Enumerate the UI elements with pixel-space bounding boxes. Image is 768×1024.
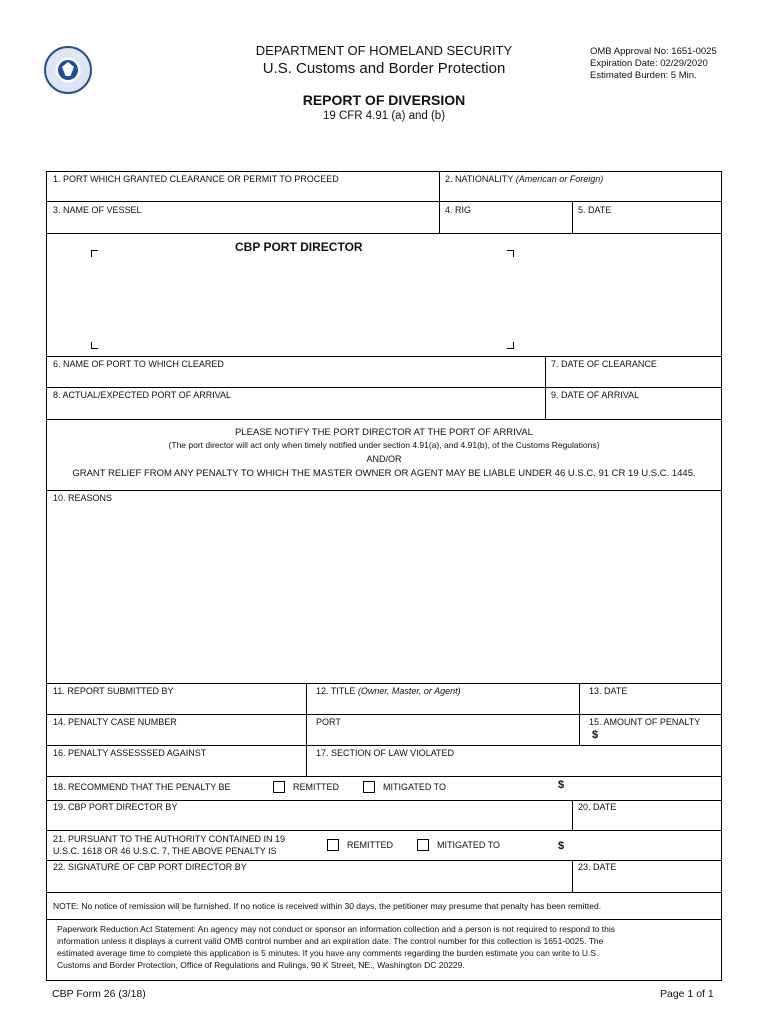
- form-number: CBP Form 26 (3/18): [52, 988, 146, 1000]
- field-20-label: 20. DATE: [578, 802, 617, 812]
- field-12-hint: (Owner, Master, or Agent): [357, 686, 461, 696]
- field-11-label: 11. REPORT SUBMITTED BY: [53, 686, 174, 696]
- field-21-label-line-1: 21. PURSUANT TO THE AUTHORITY CONTAINED IN 19: [53, 834, 286, 844]
- field-13-label: 13. DATE: [589, 686, 628, 696]
- field-8-label: 8. ACTUAL/EXPECTED PORT OF ARRIVAL: [53, 390, 232, 400]
- paperwork-line-2: information unless it displays a current valid OMB control number and an expiration date. The control number for this collection is 1651-0025. The: [57, 936, 604, 946]
- field-2-text: 2. NATIONALITY: [445, 174, 514, 184]
- field-6-label: 6. NAME OF PORT TO WHICH CLEARED: [53, 359, 224, 369]
- paperwork-statement: [57, 923, 615, 971]
- paperwork-line-1: Paperwork Reduction Act Statement: An agency may not conduct or sponsor an information collection and a person is not required to respond to this: [57, 924, 616, 934]
- omb-burden: Estimated Burden: 5 Min.: [590, 70, 697, 81]
- omb-approval: OMB Approval No: 1651-0025: [590, 46, 717, 57]
- port-label: PORT: [316, 717, 341, 727]
- field-10-label: 10. REASONS: [53, 493, 113, 503]
- agency-name: U.S. Customs and Border Protection: [262, 60, 506, 77]
- authority-remitted-checkbox[interactable]: [327, 839, 339, 851]
- corner-mark: [91, 342, 98, 349]
- form-title: REPORT OF DIVERSION: [302, 92, 466, 108]
- authority-mitigated-checkbox[interactable]: [417, 839, 429, 851]
- authority-mitigated-label: MITIGATED TO: [437, 840, 501, 850]
- paperwork-line-4: Customs and Border Protection, Office of Regulations and Rulings, 90 K Street, NE., Washington DC 20229.: [57, 960, 465, 970]
- notice-line-1: PLEASE NOTIFY THE PORT DIRECTOR AT THE PORT OF ARRIVAL: [235, 427, 533, 438]
- remission-note: NOTE: No notice of remission will be furnished. If no notice is received within 30 days, the petitioner may presume that penalty has been remitted.: [53, 901, 602, 911]
- field-7-label: 7. DATE OF CLEARANCE: [551, 359, 657, 369]
- cbp-port-director-label: CBP PORT DIRECTOR: [235, 240, 363, 254]
- corner-mark: [91, 250, 98, 257]
- notice-line-4: GRANT RELIEF FROM ANY PENALTY TO WHICH THE MASTER OWNER OR AGENT MAY BE LIABLE UNDER 46 U.S.C. 91 CR 19 U.S.C. 1445.: [72, 468, 696, 479]
- recommend-remitted-label: REMITTED: [293, 782, 339, 792]
- department-name: DEPARTMENT OF HOMELAND SECURITY: [255, 43, 513, 58]
- penalty-dollar-sign: $: [592, 729, 599, 741]
- field-12-label: [316, 686, 461, 696]
- field-9-label: 9. DATE OF ARRIVAL: [551, 390, 640, 400]
- field-16-label: 16. PENALTY ASSESSSED AGAINST: [53, 748, 207, 758]
- field-17-label: 17. SECTION OF LAW VIOLATED: [316, 748, 455, 758]
- recommend-mitigated-label: MITIGATED TO: [383, 782, 447, 792]
- corner-mark: [507, 342, 514, 349]
- authority-dollar-sign: $: [558, 840, 565, 852]
- paperwork-line-3: estimated average time to complete this application is 5 minutes. If you have any comments regarding the burden estimate you can write to U.S.: [57, 948, 599, 958]
- dhs-seal: [44, 46, 92, 94]
- field-2-hint: (American or Foreign): [515, 174, 604, 184]
- recommend-remitted-checkbox[interactable]: [273, 781, 285, 793]
- field-2-label: [445, 174, 603, 184]
- field-18-label: 18. RECOMMEND THAT THE PENALTY BE: [53, 782, 231, 792]
- notice-line-2: (The port director will act only when timely notified under section 4.91(a), and 4.91(b), of the Customs Regulations): [168, 440, 600, 450]
- report-form: [46, 171, 722, 981]
- field-19-label: 19. CBP PORT DIRECTOR BY: [53, 802, 178, 812]
- field-15-label: 15. AMOUNT OF PENALTY: [589, 717, 701, 727]
- notice-line-3: AND/OR: [366, 454, 402, 464]
- field-22-label: 22. SIGNATURE OF CBP PORT DIRECTOR BY: [53, 862, 247, 872]
- authority-remitted-label: REMITTED: [347, 840, 393, 850]
- form-subtitle: 19 CFR 4.91 (a) and (b): [322, 110, 446, 122]
- omb-expiration: Expiration Date: 02/29/2020: [590, 58, 708, 69]
- page-number: Page 1 of 1: [660, 988, 714, 1000]
- omb-block: [590, 46, 717, 82]
- recommend-mitigated-checkbox[interactable]: [363, 781, 375, 793]
- field-14-label: 14. PENALTY CASE NUMBER: [53, 717, 177, 727]
- field-4-label: 4. RIG: [445, 205, 472, 215]
- field-12-text: 12. TITLE: [316, 686, 356, 696]
- field-5-label: 5. DATE: [578, 205, 612, 215]
- recommend-dollar-sign: $: [558, 779, 565, 791]
- corner-mark: [507, 250, 514, 257]
- field-23-label: 23. DATE: [578, 862, 617, 872]
- field-1-label: 1. PORT WHICH GRANTED CLEARANCE OR PERMIT TO PROCEED: [53, 174, 339, 184]
- field-3-label: 3. NAME OF VESSEL: [53, 205, 142, 215]
- field-21-label-line-2: U.S.C. 1618 OR 46 U.S.C. 7, THE ABOVE PENALTY IS: [53, 846, 277, 856]
